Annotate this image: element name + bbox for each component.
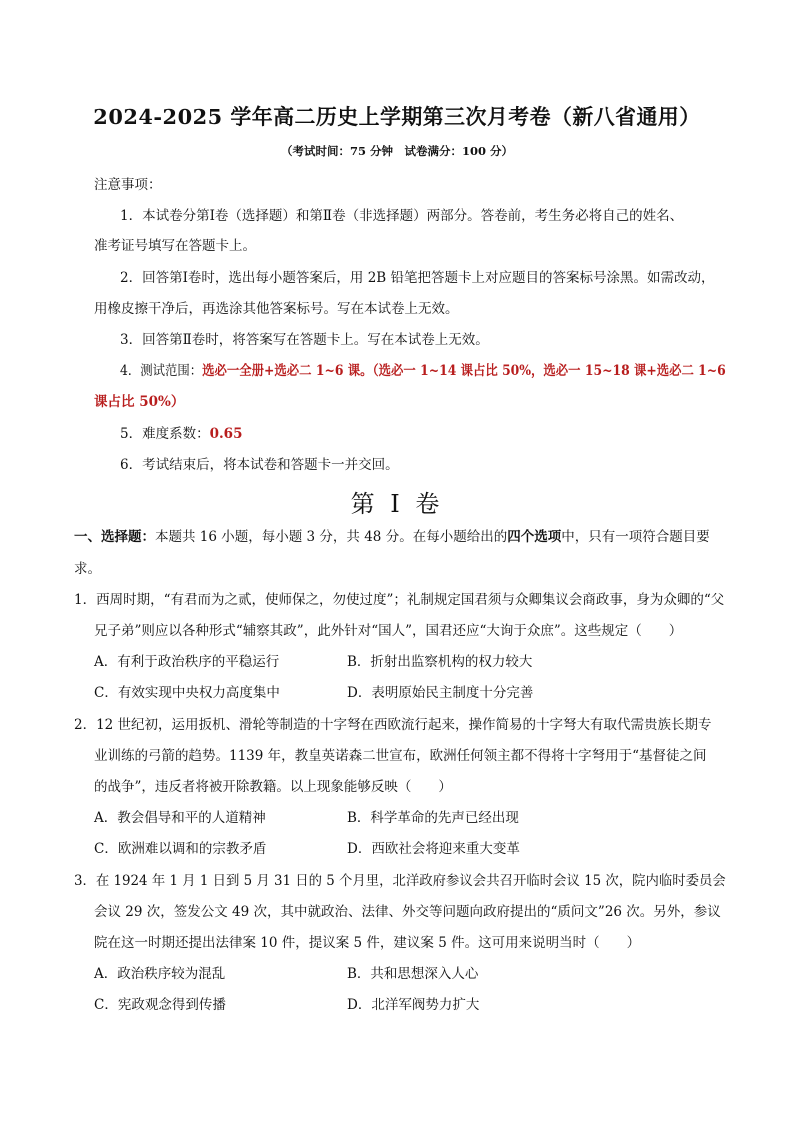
notice-item-2-line-1: 2．回答第Ⅰ卷时，选出每小题答案后，用 2B 铅笔把答题卡上对应题目的答案标号涂黑。如需改动， (120, 270, 715, 286)
question-1-option-b: B．折射出监察机构的权力较大 (347, 654, 533, 670)
notice-item-1-line-1: 1．本试卷分第Ⅰ卷（选择题）和第Ⅱ卷（非选择题）两部分。答卷前，考生务必将自己的姓名、 (120, 208, 684, 224)
question-2-option-d: D．西欧社会将迎来重大变革 (347, 841, 520, 857)
question-2-line-2: 业训练的弓箭的趋势。1139 年，教皇英诺森二世宣布，欧洲任何领主都不得将十字弩用于“基督徒之间 (94, 748, 707, 764)
question-2-option-a: A．教会倡导和平的人道精神 (94, 810, 266, 826)
question-2-line-3: 的战争”，违反者将被开除教籍。以上现象能够反映（ ） (94, 779, 452, 795)
page-title: 2024-2025 学年高二历史上学期第三次月考卷（新八省通用） (93, 104, 701, 129)
question-1-option-d: D．表明原始民主制度十分完善 (347, 685, 534, 701)
exam-info: （考试时间：75 分钟 试卷满分：100 分） (280, 144, 513, 158)
section-title: 第 I 卷 (350, 490, 444, 518)
section-intro-a: 一、选择题： (74, 529, 155, 545)
section-intro-line-1 (74, 528, 710, 546)
question-2-option-c: C．欧洲难以调和的宗教矛盾 (94, 841, 267, 857)
question-1-line-1: 1．西周时期，“有君而为之贰，使师保之，勿使过度”；礼制规定国君须与众卿集议会商政事，身为众卿的“父 (74, 592, 725, 608)
notice-item-4-line-2: 课占比 50%） (94, 394, 185, 410)
question-3-line-1: 3．在 1924 年 1 月 1 日到 5 月 31 日的 5 个月里，北洋政府参议会共召开临时会议 15 次，院内临时委员会 (74, 873, 726, 889)
section-intro-b: 本题共 16 小题，每小题 3 分，共 48 分。在每小题给出的 (155, 529, 508, 545)
question-2-line-1: 2．12 世纪初，运用扳机、滑轮等制造的十字弩在西欧流行起来，操作简易的十字弩大有取代需贵族长期专 (74, 717, 712, 733)
notice-item-4-line-1 (120, 362, 726, 380)
notice-item-6: 6．考试结束后，将本试卷和答题卡一并交回。 (120, 457, 399, 473)
question-2-option-b: B．科学革命的先声已经出现 (347, 810, 519, 826)
question-1-option-c: C．有效实现中央权力高度集中 (94, 685, 280, 701)
question-3-line-2: 会议 29 次，签发公文 49 次，其中就政治、法律、外交等问题向政府提出的“质问文”26 次。另外，参议 (94, 904, 721, 920)
question-3-option-a: A．政治秩序较为混乱 (94, 966, 226, 982)
question-3-option-c: C．宪政观念得到传播 (94, 997, 226, 1013)
question-3-line-3: 院在这一时期还提出法律案 10 件，提议案 5 件，建议案 5 件。这可用来说明当时（ ） (94, 935, 641, 951)
notice-item-5 (120, 425, 242, 443)
question-1-option-a: A．有利于政治秩序的平稳运行 (94, 654, 280, 670)
notice-item-1-line-2: 准考证号填写在答题卡上。 (94, 238, 256, 254)
question-3-option-d: D．北洋军阀势力扩大 (347, 997, 480, 1013)
notice-item-2-line-2: 用橡皮擦干净后，再选涂其他答案标号。写在本试卷上无效。 (94, 301, 459, 317)
notice-item-5-prefix: 5．难度系数： (120, 426, 210, 442)
section-intro-line-2: 求。 (74, 561, 101, 577)
notice-heading: 注意事项： (94, 177, 162, 193)
difficulty-value: 0.65 (209, 426, 243, 442)
section-intro-c: 四个选项 (507, 529, 562, 545)
notice-item-4-prefix: 4．测试范围： (120, 363, 203, 379)
notice-item-3: 3．回答第Ⅱ卷时，将答案写在答题卡上。写在本试卷上无效。 (120, 332, 489, 348)
test-scope: 选必一全册+选必二 1~6 课。（选必一 1~14 课占比 50%，选必一 15~18 课+选必二 1~6 (202, 363, 726, 379)
section-intro-d: 中，只有一项符合题目要 (561, 529, 710, 545)
question-1-line-2: 兄子弟”则应以各种形式“辅察其政”，此外针对“国人”，国君还应“大询于众庶”。这些规定（ ） (94, 623, 683, 639)
question-3-option-b: B．共和思想深入人心 (347, 966, 479, 982)
